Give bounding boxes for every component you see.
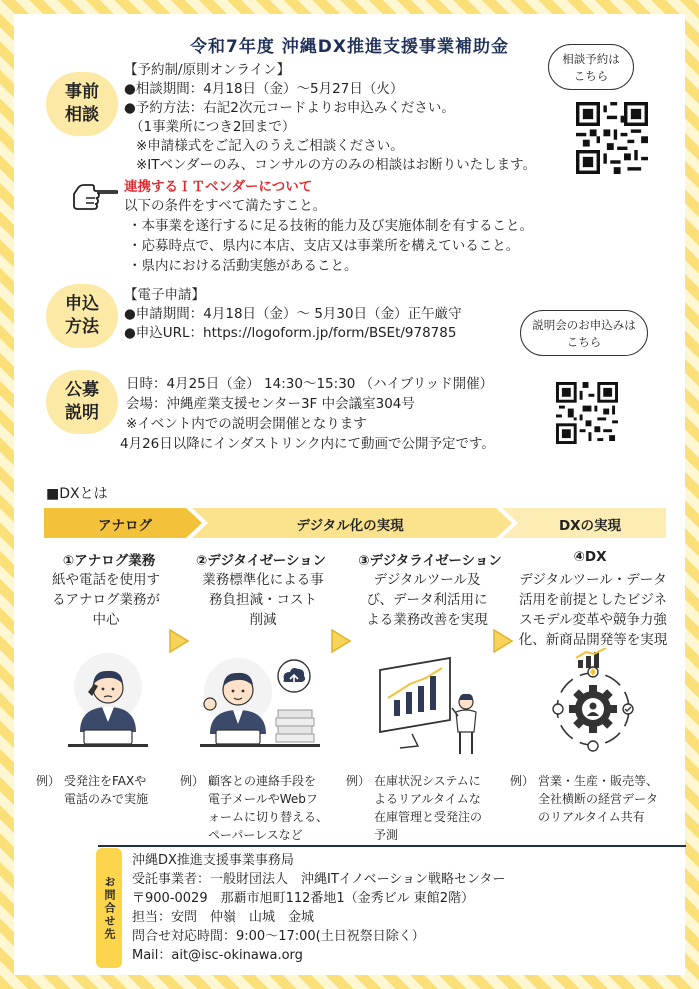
dx-gear-network-icon [548, 664, 638, 754]
stage-2-example-line: 顧客との連絡手段を [208, 774, 317, 788]
growth-chart-icon [572, 648, 612, 670]
contact-line-4: 問合せ対応時間：9:00～17:00(土日祝祭日除く） [132, 929, 425, 944]
stage-3-example-line: 予測 [374, 828, 399, 842]
example-prefix: 例） [180, 774, 205, 788]
stage-4-desc-line: デジタルツール・データ [519, 572, 667, 588]
contact-line-0: 沖縄DX推進支援事業事務局 [132, 853, 294, 868]
stage-4-example-line: 営業・生産・販売等、 [538, 774, 659, 788]
consult-line-0: 【予約制/原則オンライン】 [124, 62, 291, 78]
stage-1-desc-line: 紙や電話を使用す [52, 572, 160, 588]
vendor-line-0: 以下の条件をすべて満たすこと。 [124, 198, 327, 214]
contact-line-1: 受託事業者：一般財団法人 沖縄ITイノベーション戦略センター [132, 872, 506, 887]
stage-arrow-icon [330, 628, 352, 654]
contact-divider [98, 845, 686, 847]
stage-1-example-line: 電話のみで実施 [64, 792, 149, 806]
consult-reserve-bubble [548, 44, 634, 90]
stage-3-desc-line: よる業務改善を実現 [366, 612, 488, 628]
digitalization-monitor-illustration [370, 650, 490, 760]
briefing-qr-code[interactable] [556, 382, 618, 444]
apply-bubble-line1: 説明会のお申込みは [532, 318, 636, 332]
analog-phone-worker-illustration [58, 652, 158, 752]
stage-2-desc [190, 570, 336, 630]
consult-label [46, 72, 118, 136]
stage-3-desc [354, 570, 500, 630]
apply-line-0: 【電子申請】 [124, 287, 205, 303]
briefing-line-1: 会場：沖縄産業支援センター3F 中会議室304号 [126, 396, 415, 412]
stage-4-title: ④DX [573, 549, 607, 565]
vendor-line-2: ・応募時点で、県内に本店、支店又は事業所を構えていること。 [128, 238, 520, 254]
dx-heading: ■DXとは [46, 486, 108, 502]
briefing-line-2: ※イベント内での説明会開催となります [126, 416, 367, 432]
stage-1-desc-line: 中心 [92, 612, 120, 628]
contact-line-2: 〒900-0029 那覇市旭町112番地1（金秀ビル 東館2階） [132, 891, 475, 906]
stage-2-desc-line: 務負担減・コスト [209, 592, 317, 608]
contact-email[interactable]: Mail：ait@isc-okinawa.org [132, 948, 303, 963]
stage-3-title: ③デジタライゼーション [358, 553, 502, 569]
briefing-line-0: 日時：4月25日（金） 14:30～15:30 （ハイブリッド開催） [126, 376, 494, 392]
consult-label-line1: 事前 [65, 82, 99, 103]
stage-4-desc-line: スモデル変革や競争力強 [519, 612, 667, 628]
consult-line-4: ※申請様式をご記入のうえご相談ください。 [136, 138, 404, 154]
consult-bubble-line1: 相談予約は [562, 52, 620, 66]
stage-1-title: ①アナログ業務 [62, 553, 156, 569]
pointing-hand-icon [72, 182, 118, 212]
stage-arrow-icon [492, 628, 514, 654]
consult-label-line2: 相談 [65, 105, 99, 125]
stage-2-example-line: 電子メールやWebフ [208, 792, 318, 806]
stage-2-example-line: ォームに切り替える、 [208, 810, 329, 824]
apply-bubble-line2: こちら [566, 335, 602, 349]
stage-2-example-line: ペーパーレスなど [208, 828, 303, 842]
vendor-heading: 連携するＩＴベンダーについて [124, 179, 313, 195]
apply-label-line1: 申込 [65, 294, 99, 315]
stage-3-example-line: 在庫状況システムに [374, 774, 481, 788]
example-prefix: 例） [36, 774, 61, 788]
arrow-label-digitalization: デジタル化の実現 [296, 518, 404, 534]
consult-bubble-line2: こちら [573, 69, 609, 83]
stage-arrow-icon [168, 628, 190, 654]
consult-line-1: ●相談期間：4月18日（金）～5月27日（火） [124, 81, 404, 97]
consult-line-5: ※ITベンダーのみ、コンサルの方のみの相談はお断りいたします。 [136, 157, 537, 173]
stage-1-example-line: 受発注をFAXや [64, 774, 147, 788]
vendor-line-1: ・本事業を遂行するに足る技術的能力及び実施体制を有すること。 [128, 218, 533, 234]
apply-label-line2: 方法 [65, 317, 99, 337]
stage-4-example-line: のリアルタイム共有 [538, 810, 645, 824]
consult-line-2: ●予約方法：右記2次元コードよりお申込みください。 [124, 100, 455, 116]
arrow-label-dx: DXの実現 [558, 518, 622, 534]
arrow-label-analog: アナログ [98, 518, 152, 534]
example-prefix: 例） [510, 774, 535, 788]
stage-3-desc-line: び、データ利活用に [366, 592, 488, 608]
apply-line-1: ●申請期間：4月18日（金）～ 5月30日（金）正午厳守 [124, 306, 462, 322]
stage-2-desc-line: 削減 [249, 612, 277, 628]
stage-3-example-line: 在庫管理と受発注の [374, 810, 483, 824]
briefing-signup-bubble [520, 310, 648, 356]
digitization-cloud-illustration [196, 652, 326, 752]
stage-2-desc-line: 業務標準化による事 [202, 572, 324, 588]
briefing-line-3: 4月26日以降にインダストリンク内にて動画で公開予定です。 [120, 436, 495, 452]
consult-line-3: （1事業所につき2回まで） [130, 119, 296, 135]
apply-url-line[interactable]: ●申込URL：https://logoform.jp/form/BSEt/978785 [124, 325, 457, 341]
page-title: 令和7年度 沖縄DX推進支援事業補助金 [190, 37, 509, 57]
apply-label [46, 284, 118, 348]
briefing-label-line1: 公募 [65, 380, 99, 401]
stage-4-desc-line: 化、新商品開発等を実現 [518, 632, 668, 648]
stage-3-desc-line: デジタルツール及 [373, 572, 481, 588]
stage-3-example-line: よるリアルタイムな [374, 792, 481, 806]
stage-1-desc [36, 570, 176, 630]
example-prefix: 例） [346, 774, 371, 788]
stage-4-desc-line: 活用を前提としたビジネ [518, 592, 668, 608]
vendor-line-3: ・県内における活動実態があること。 [128, 258, 358, 274]
contact-tag: お問合せ先 [96, 848, 122, 968]
stage-2-title: ②デジタイゼーション [195, 553, 327, 569]
contact-line-3: 担当：安問 仲嶺 山城 金城 [132, 910, 315, 925]
briefing-label-line2: 説明 [65, 403, 99, 423]
stage-1-desc-line: るアナログ業務が [52, 592, 160, 608]
briefing-label [46, 370, 118, 434]
stage-4-example-line: 全社横断の経営データ [538, 792, 659, 806]
consult-qr-code[interactable] [576, 102, 648, 174]
stage-4-desc [508, 570, 678, 650]
